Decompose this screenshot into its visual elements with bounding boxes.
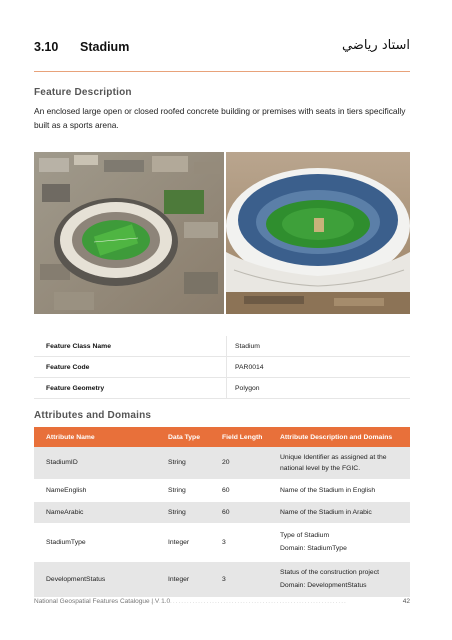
table-row [34,447,410,479]
attribute-length: 60 [216,501,274,523]
stadium-aerial-photo [34,152,224,314]
section-header [34,40,410,60]
feature-code-label: Feature Code [34,357,227,378]
feature-class-name-value: Stadium [227,336,411,357]
feature-class-name-label: Feature Class Name [34,336,227,357]
attribute-name: DevelopmentStatus [34,561,162,597]
stadium-photos-illustration [34,152,410,314]
attribute-description: Unique Identifier as assigned at the national level by the FGIC. [274,447,410,479]
column-header-field-length: Field Length [216,427,274,447]
feature-code-value: PAR0014 [227,357,411,378]
feature-geometry-label: Feature Geometry [34,378,227,399]
feature-description-heading: Feature Description [34,87,132,98]
attribute-domain: Domain: DevelopmentStatus [280,582,367,589]
column-header-attribute-name: Attribute Name [34,427,162,447]
table-row [34,501,410,523]
attribute-type: Integer [162,523,216,561]
stadium-dome-photo [226,152,410,314]
stadium-photos [34,152,410,314]
table-row [34,336,410,357]
attribute-description: Status of the construction project [280,569,379,576]
attribute-length: 3 [216,523,274,561]
attribute-description: Name of the Stadium in English [274,479,410,501]
section-title-arabic: استاد رياضي [341,38,410,53]
attribute-name: StadiumType [34,523,162,561]
section-number: 3.10 [34,40,59,54]
attribute-type: Integer [162,561,216,597]
attribute-name: NameEnglish [34,479,162,501]
attribute-name: NameArabic [34,501,162,523]
attribute-description: Name of the Stadium in Arabic [274,501,410,523]
attribute-type: String [162,447,216,479]
attribute-description: Type of Stadium [280,532,330,539]
attribute-description-cell [274,561,410,597]
attribute-domain: Domain: StadiumType [280,545,347,552]
section-title: Stadium [80,40,130,54]
attribute-name: StadiumID [34,447,162,479]
attribute-length: 3 [216,561,274,597]
attribute-type: String [162,501,216,523]
table-header-row [34,427,410,447]
column-header-description: Attribute Description and Domains [274,427,410,447]
feature-description-text: An enclosed large open or closed roofed concrete building or premises with seats in tiers specifically built as a sports arena. [34,106,406,130]
attributes-table [34,427,410,598]
table-row [34,378,410,399]
header-divider [34,71,410,72]
page-number: 42 [402,598,410,605]
attribute-type: String [162,479,216,501]
footer-catalogue-version: National Geospatial Features Catalogue | V 1.0 [34,598,171,605]
table-row [34,357,410,378]
footer-dot-leader: ......................................................................... [142,598,347,605]
table-row [34,479,410,501]
feature-geometry-value: Polygon [227,378,411,399]
table-row [34,561,410,597]
attribute-length: 20 [216,447,274,479]
attributes-heading: Attributes and Domains [34,410,152,421]
column-header-data-type: Data Type [162,427,216,447]
feature-info-table [34,336,410,399]
attribute-length: 60 [216,479,274,501]
attribute-description-cell [274,523,410,561]
table-row [34,523,410,561]
